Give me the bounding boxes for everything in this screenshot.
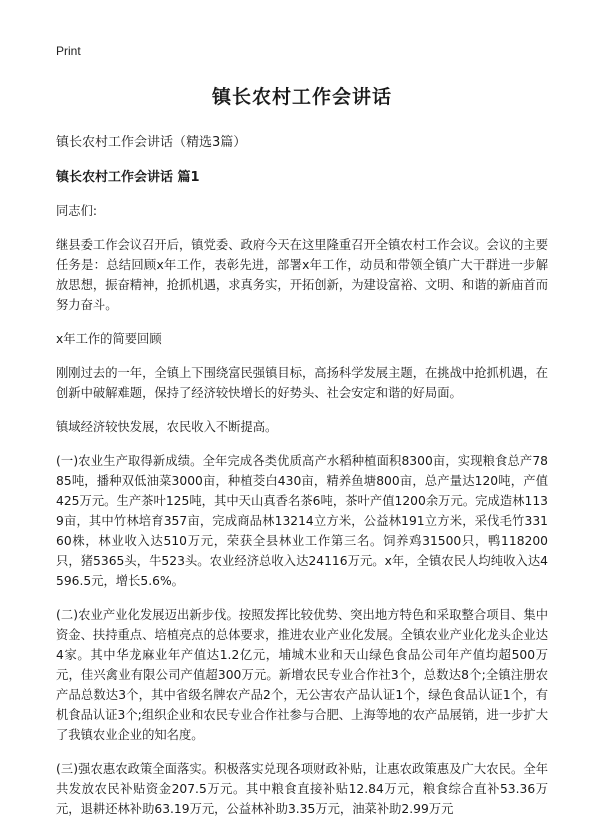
print-link[interactable]: Print bbox=[56, 44, 81, 58]
paragraph-summary: 刚刚过去的一年，全镇上下围绕富民强镇目标，高扬科学发展主题，在挑战中抢抓机遇，在创新中破解难题，保持了经济较快增长的好势头、社会安定和谐的好局面。 bbox=[56, 366, 548, 400]
paragraph-agriculture: (一)农业生产取得新成绩。全年完成各类优质高产水稻种植面积8300亩，实现粮食总产7885吨，播种双低油菜3000亩，种植茭白430亩，精养鱼塘800亩，总产量达120吨，产值425万元。生产茶叶125吨，其中天山真香名茶6吨，茶叶产值1200余万元。完成造林1139亩，其中竹林培育357亩，完成商品林13214立方米，公益林191立方米，采伐毛竹33160株，林业收入达510万元，荣获全县林业工作第三名。饲养鸡31500只，鸭118200只，猪5365头，牛523头。农业经济总收入达24116万元。x年，全镇农民人均纯收入达4596.5元，增长5.6%。 bbox=[56, 454, 548, 588]
paragraph-intro: 继县委工作会议召开后，镇党委、政府今天在这里隆重召开全镇农村工作会议。会议的主要任务是：总结回顾x年工作，表彰先进，部署x年工作，动员和带领全镇广大干群进一步解放思想，振奋精神，抢抓机遇，求真务实，开拓创新，为建设富裕、文明、和谐的新庙首而努力奋斗。 bbox=[56, 238, 548, 312]
document-title: 镇长农村工作会讲话 bbox=[211, 86, 392, 108]
paragraph-policy: (三)强农惠农政策全面落实。积极落实兑现各项财政补贴，让惠农政策惠及广大农民。全年共发放农民补贴资金207.5万元。其中粮食直接补贴12.84万元，粮食综合直补53.36万元，退耕还林补助63.19万元，公益林补助3.35万元，油菜补助2.99万元 bbox=[56, 762, 548, 816]
salutation: 同志们: bbox=[56, 204, 98, 218]
section-heading: 镇长农村工作会讲话 篇1 bbox=[56, 170, 200, 185]
paragraph-economy-heading: 镇域经济较快发展，农民收入不断提高。 bbox=[56, 420, 278, 434]
paragraph-review-heading: x年工作的简要回顾 bbox=[56, 332, 162, 346]
paragraph-industrialization: (二)农业产业化发展迈出新步伐。按照发挥比较优势、突出地方特色和采取整合项目、集中资金、扶持重点、培植亮点的总体要求，推进农业产业化发展。全镇农业产业化龙头企业达4家。其中华龙麻业年产值达1.2亿元，埔城木业和天山绿色食品公司年产值均超500万元，佳兴禽业有限公司产值超300万元。新增农民专业合作社3个，总数达8个;全镇注册农产品总数达3个，其中省级名牌农产品2个，无公害农产品认证1个，绿色食品认证1个，有机食品认证3个;组织企业和农民专业合作社参与合肥、上海等地的农产品展销，进一步扩大了我镇农业企业的知名度。 bbox=[56, 608, 548, 742]
document-subtitle: 镇长农村工作会讲话（精选3篇） bbox=[56, 135, 247, 150]
